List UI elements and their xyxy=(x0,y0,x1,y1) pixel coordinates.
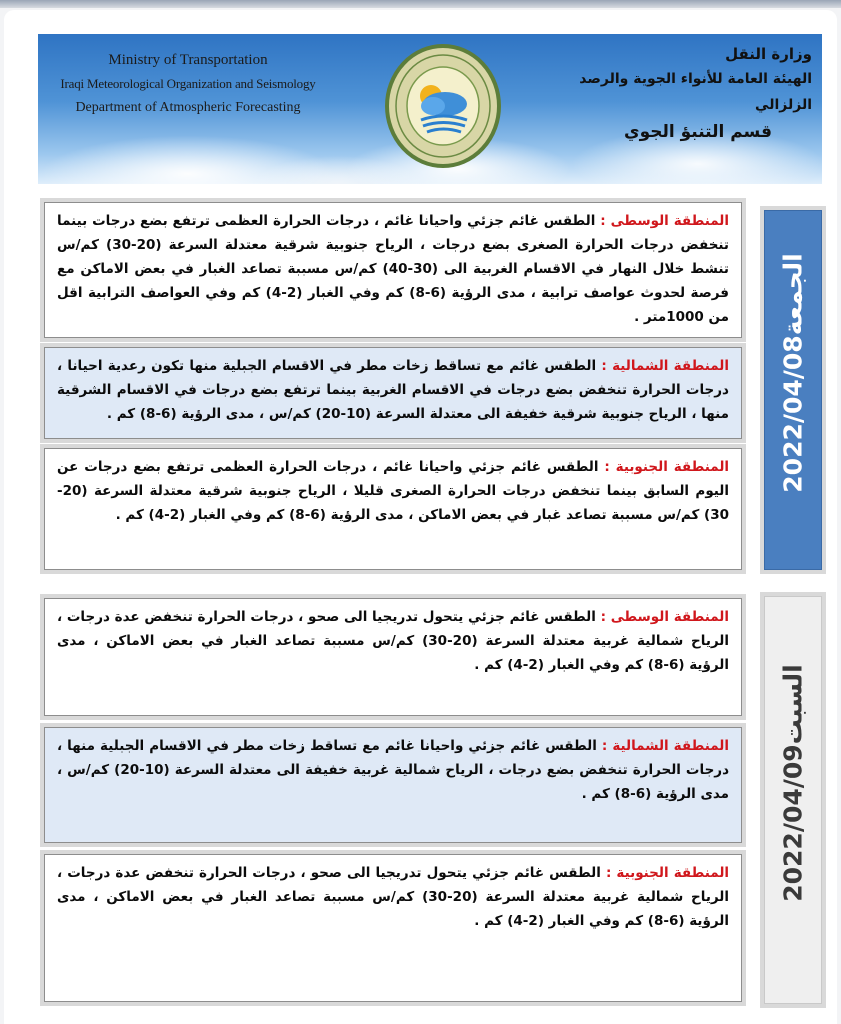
region-label: المنطقة الجنوبية : xyxy=(605,865,730,881)
day-panel-friday xyxy=(764,210,822,570)
region-label: المنطقة الجنوبية : xyxy=(604,459,730,475)
ministry-ar: وزارة النقل xyxy=(725,45,812,63)
forecast-friday-south xyxy=(44,448,742,570)
department-ar: قسم التنبؤ الجوي xyxy=(624,122,772,142)
department-en: Department of Atmospheric Forecasting xyxy=(75,100,301,115)
organization-ar: الهيئة العامة للأنواء الجوية والرصد الزلزالي xyxy=(579,71,812,113)
region-text: الطقس غائم جزئي واحيانا غائم ، درجات الحرارة العظمى ترتفع بضع درجات بينما تنخفض درجات الحرارة الصغرى بضع درجات ، الرياح جنوبية شرقية معتدلة السرعة (20-30) كم/س تنشط خلال النهار في الاقسام الغربية الى (30-40) كم/س مسببة تصاعد الغبار في بعض الاماكن مع فرصة لحدوث عواصف ترابية ، مدى الرؤية (6-8) كم وفي الغبار (2-4) كم وفي العواصف الترابية اقل من 1000متر . xyxy=(57,213,730,325)
region-text: الطقس غائم جزئي واحيانا غائم مع تساقط زخات مطر في الاقسام الجبلية منها ، درجات الحرارة تنخفض بضع درجات ، الرياح شمالية غربية خفيفة الى معتدلة السرعة (10-20) كم/س ، مدى الرؤية (6-8) كم . xyxy=(57,738,729,802)
region-label: المنطقة الشمالية : xyxy=(601,358,729,374)
forecast-friday-north xyxy=(44,347,742,439)
day-panel-saturday xyxy=(764,596,822,1004)
region-text: الطقس غائم جزئي يتحول تدريجيا الى صحو ، درجات الحرارة تنخفض عدة درجات ، الرياح شمالية غربية معتدلة السرعة (20-30) كم/س مسببة تصاعد الغبار في بعض الاماكن ، مدى الرؤية (6-8) كم وفي الغبار (2-4) كم . xyxy=(57,865,729,929)
day-label-saturday: السبت2022/04/09 xyxy=(778,664,808,902)
organization-logo-icon xyxy=(383,42,503,170)
region-label: المنطقة الوسطى : xyxy=(600,213,730,229)
region-text: الطقس غائم مع تساقط زخات مطر في الاقسام الجبلية منها تكون رعدية احيانا ، درجات الحرارة تنخفض بضع درجات في الاقسام الغربية بينما ترتفع بضع درجات في الاقسام الشرقية منها ، الرياح جنوبية شرقية خفيفة الى معتدلة السرعة (10-20) كم/س ، مدى الرؤية (6-8) كم . xyxy=(57,358,729,422)
region-label: المنطقة الشمالية : xyxy=(601,738,729,754)
english-header xyxy=(38,48,338,120)
region-text: الطقس غائم جزئي واحيانا غائم ، درجات الحرارة العظمى ترتفع بضع درجات عن اليوم السابق بينما تنخفض درجات الحرارة الصغرى قليلا ، الرياح جنوبية شرقية معتدلة السرعة (20-30) كم/س مسببة تصاعد غبار في بعض الاماكن ، مدى الرؤية (6-8) كم وفي الغبار (2-4) كم . xyxy=(57,459,729,523)
arabic-header xyxy=(532,42,812,146)
forecast-saturday-central xyxy=(44,598,742,716)
organization-en: Iraqi Meteorological Organization and Seismology xyxy=(60,76,316,91)
top-strip xyxy=(0,0,841,8)
region-label: المنطقة الوسطى : xyxy=(600,609,729,625)
forecast-friday-central xyxy=(44,202,742,338)
region-text: الطقس غائم جزئي يتحول تدريجيا الى صحو ، درجات الحرارة تنخفض عدة درجات ، الرياح شمالية غربية معتدلة السرعة (20-30) كم/س مسببة تصاعد الغبار في بعض الاماكن ، مدى الرؤية (6-8) كم وفي الغبار (2-4) كم . xyxy=(57,609,729,673)
forecast-saturday-south xyxy=(44,854,742,1002)
forecast-saturday-north xyxy=(44,727,742,843)
day-label-friday: الجمعة2022/04/08 xyxy=(778,253,808,493)
header-banner xyxy=(38,34,822,184)
ministry-en: Ministry of Transportation xyxy=(108,52,268,68)
